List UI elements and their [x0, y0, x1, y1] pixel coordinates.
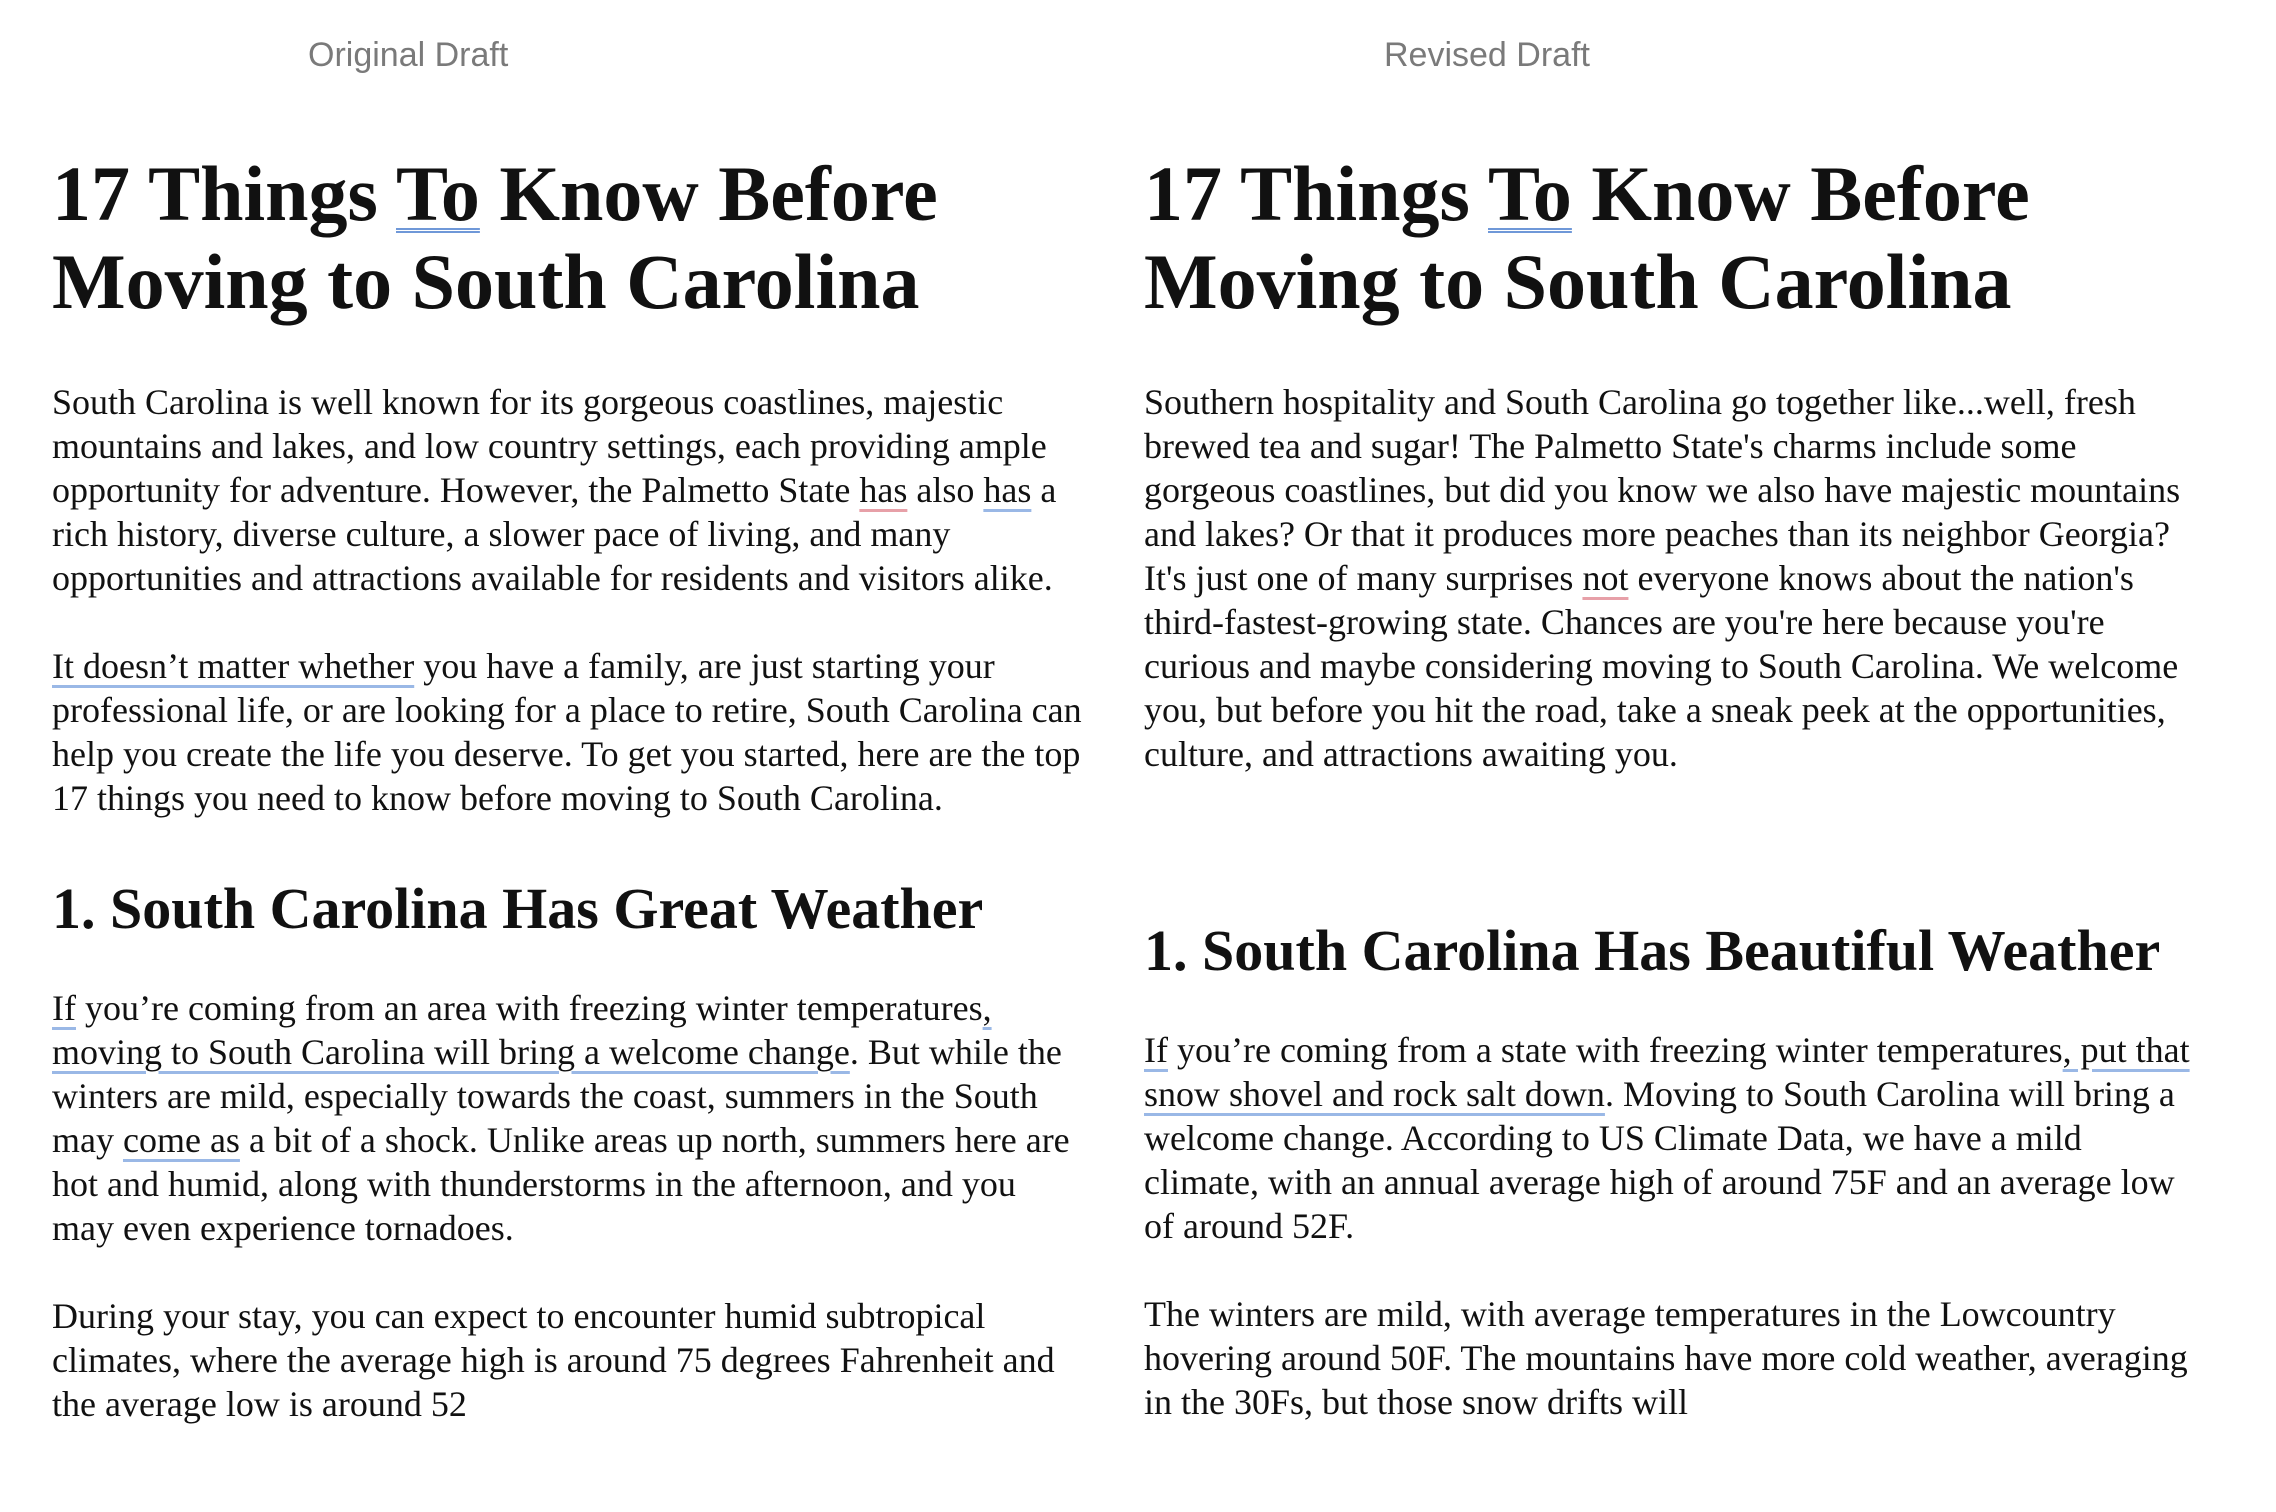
- paragraph-text: . But while the winters are mild, especially towards the coast, summers in the South may: [52, 1032, 1062, 1160]
- style-suggestion[interactable]: If: [1144, 1030, 1168, 1070]
- style-suggestion[interactable]: If: [52, 988, 76, 1028]
- paragraph-text: everyone knows about the nation's third-fastest-growing state. Chances are you're here because you're curious and maybe considering moving to South Carolina. We welcome you, but before you hit the road, take a sneak peek at the opportunities, culture, and attractions awaiting you.: [1144, 558, 2179, 774]
- article-title: [1144, 150, 2204, 326]
- title-text: 17 Things: [52, 150, 396, 237]
- intro-paragraph: [52, 380, 1082, 600]
- section-heading: 1. South Carolina Has Beautiful Weather: [1144, 918, 2161, 983]
- spelling-suggestion[interactable]: has: [859, 470, 908, 510]
- paragraph-text: a rich history, diverse culture, a slower pace of living, and many opportunities and attractions available for residents and visitors alike.: [52, 470, 1057, 598]
- paragraph-text: Southern hospitality and South Carolina go together like...well, fresh brewed tea and sugar! The Palmetto State's charms include some gorgeous coastlines, but did you know we also have majestic mountains and lakes? Or that it produces more peaches than its neighbor Georgia? It's just one of many surprises: [1144, 382, 2181, 598]
- grammar-suggestion[interactable]: To: [396, 150, 480, 237]
- style-suggestion[interactable]: , put that snow shovel and rock salt down: [1144, 1030, 2190, 1114]
- weather-paragraph: [1144, 1028, 2204, 1248]
- title-text: Know Before Moving to South Carolina: [52, 150, 938, 325]
- paragraph-text: a bit of a shock. Unlike areas up north, summers here are hot and humid, along with thunderstorms in the afternoon, and you may even experience tornadoes.: [52, 1120, 1070, 1248]
- paragraph-text: also: [907, 470, 984, 510]
- original-draft-column: [52, 0, 1082, 1512]
- intro-paragraph: [1144, 380, 2204, 776]
- weather-paragraph: [52, 986, 1082, 1250]
- style-suggestion[interactable]: come as: [122, 1120, 240, 1160]
- paragraph-text: you’re coming from a state with freezing winter temperatures: [1167, 1030, 2063, 1070]
- article-title: [52, 150, 1082, 326]
- weather-paragraph-2: During your stay, you can expect to encounter humid subtropical climates, where the average high is around 75 degrees Fahrenheit and the average low is around 52: [52, 1296, 1055, 1424]
- section-heading: 1. South Carolina Has Great Weather: [52, 876, 984, 941]
- revised-draft-label: Revised Draft: [1384, 36, 1590, 74]
- weather-paragraph-2: The winters are mild, with average temperatures in the Lowcountry hovering around 50F. The mountains have more cold weather, averaging in the 30Fs, but those snow drifts will: [1144, 1294, 2188, 1422]
- title-text: Know Before Moving to South Carolina: [1144, 150, 2030, 325]
- paragraph-text: South Carolina is well known for its gorgeous coastlines, majestic mountains and lakes, and low country settings, each providing ample opportunity for adventure. However, the Palmetto State: [52, 382, 1047, 510]
- intro-paragraph-2: [52, 644, 1082, 820]
- paragraph-text: you’re coming from an area with freezing winter temperatures: [75, 988, 983, 1028]
- grammar-suggestion[interactable]: To: [1488, 150, 1572, 237]
- revised-draft-column: [1144, 0, 2204, 1512]
- grammar-suggestion[interactable]: has: [983, 470, 1032, 510]
- style-suggestion[interactable]: , moving to South Carolina will bring a welcome change: [52, 988, 992, 1072]
- original-draft-document: [52, 150, 1082, 1470]
- paragraph-text: . Moving to South Carolina will bring a welcome change. According to US Climate Data, we have a mild climate, with an annual average high of around 75F and an average low of around 52F.: [1144, 1074, 2175, 1246]
- style-suggestion[interactable]: It doesn’t matter whether: [52, 646, 415, 686]
- paragraph-text: you have a family, are just starting your professional life, or are looking for a place to retire, South Carolina can help you create the life you deserve. To get you started, here are the top 17 things you need to know before moving to South Carolina.: [52, 646, 1082, 818]
- revised-draft-document: [1144, 150, 2204, 1468]
- title-text: 17 Things: [1144, 150, 1488, 237]
- original-draft-label: Original Draft: [308, 36, 509, 74]
- spelling-suggestion[interactable]: not: [1582, 558, 1629, 598]
